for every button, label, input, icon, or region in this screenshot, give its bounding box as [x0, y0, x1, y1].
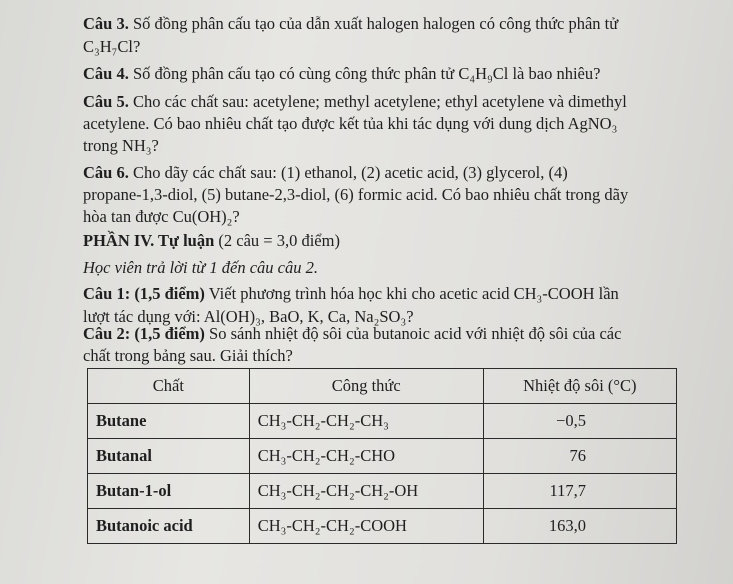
part-4-title: PHẦN IV. Tự luận: [83, 231, 215, 250]
question-3-label: Câu 3.: [83, 14, 129, 33]
part-4-heading: [83, 231, 340, 251]
question-5-line-3: [83, 136, 159, 156]
table-cell-name: Butanoic acid: [88, 509, 250, 544]
essay-1-label: Câu 1: (1,5 điểm): [83, 284, 205, 303]
essay-2-text-a: So sánh nhiệt độ sôi của butanoic acid với nhiệt độ sôi của các: [204, 324, 622, 343]
table-cell-formula: CH₃-CH₂-CH₂-CHO: [249, 439, 483, 474]
table-cell-boiling-point: −0,5: [483, 404, 676, 439]
question-4-text: Số đồng phân cấu tạo có cùng công thức phân tử C₄H₉Cl là bao nhiêu?: [128, 64, 601, 83]
table-header-boiling-point: Nhiệt độ sôi (°C): [483, 369, 676, 404]
essay-question-1: [83, 284, 619, 304]
essay-question-2: [83, 324, 621, 344]
question-4: [83, 64, 600, 84]
table-cell-name: Butane: [88, 404, 250, 439]
question-3-text-b: C₃H₇Cl?: [83, 37, 141, 56]
table-cell-formula: CH₃-CH₂-CH₂-CH₃: [249, 404, 483, 439]
question-6-text-a: Cho dãy các chất sau: (1) ethanol, (2) acetic acid, (3) glycerol, (4): [128, 163, 568, 182]
table-row: [88, 474, 677, 509]
part-4-points: (2 câu = 3,0 điểm): [214, 231, 340, 250]
table-cell-name: Butan-1-ol: [88, 474, 250, 509]
essay-1-text-b: lượt tác dụng với: Al(OH)₃, BaO, K, Ca, Na₂SO₃?: [83, 307, 414, 326]
question-6-line-2: [83, 185, 628, 205]
boiling-point-table: [87, 368, 677, 544]
essay-1-text-a: Viết phương trình hóa học khi cho acetic acid CH₃-COOH lần: [204, 284, 619, 303]
essay-question-2-line-2: [83, 346, 293, 366]
question-6-line-3: [83, 207, 240, 227]
table-header-substance: Chất: [88, 369, 250, 404]
question-5-label: Câu 5.: [83, 92, 129, 111]
question-6-label: Câu 6.: [83, 163, 129, 182]
question-6-text-c: hòa tan được Cu(OH)₂?: [83, 207, 240, 226]
question-5-line-2: [83, 114, 617, 134]
table-cell-boiling-point: 163,0: [483, 509, 676, 544]
question-5-text-c: trong NH₃?: [83, 136, 159, 155]
table-header-row: [88, 369, 677, 404]
table-cell-name: Butanal: [88, 439, 250, 474]
question-3-line-2: [83, 37, 140, 57]
table-header-formula: Công thức: [249, 369, 483, 404]
question-3: [83, 14, 618, 34]
essay-2-text-b: chất trong bảng sau. Giải thích?: [83, 346, 293, 365]
question-3-text-a: Số đồng phân cấu tạo của dẫn xuất halogen halogen có công thức phân tử: [128, 14, 619, 33]
essay-2-label: Câu 2: (1,5 điểm): [83, 324, 205, 343]
part-4-instruction: Học viên trả lời từ 1 đến câu câu 2.: [83, 258, 319, 277]
question-5-text-a: Cho các chất sau: acetylene; methyl acetylene; ethyl acetylene và dimethyl: [128, 92, 627, 111]
question-5-text-b: acetylene. Có bao nhiêu chất tạo được kết tủa khi tác dụng với dung dịch AgNO₃: [83, 114, 618, 133]
table-cell-boiling-point: 76: [483, 439, 676, 474]
table-cell-boiling-point: 117,7: [483, 474, 676, 509]
table-row: [88, 509, 677, 544]
question-6: [83, 163, 568, 183]
table-row: [88, 439, 677, 474]
question-4-label: Câu 4.: [83, 64, 129, 83]
table-cell-formula: CH₃-CH₂-CH₂-COOH: [249, 509, 483, 544]
question-6-text-b: propane-1,3-diol, (5) butane-2,3-diol, (6) formic acid. Có bao nhiêu chất trong dãy: [83, 185, 629, 204]
question-5: [83, 92, 627, 112]
table-row: [88, 404, 677, 439]
table-cell-formula: CH₃-CH₂-CH₂-CH₂-OH: [249, 474, 483, 509]
